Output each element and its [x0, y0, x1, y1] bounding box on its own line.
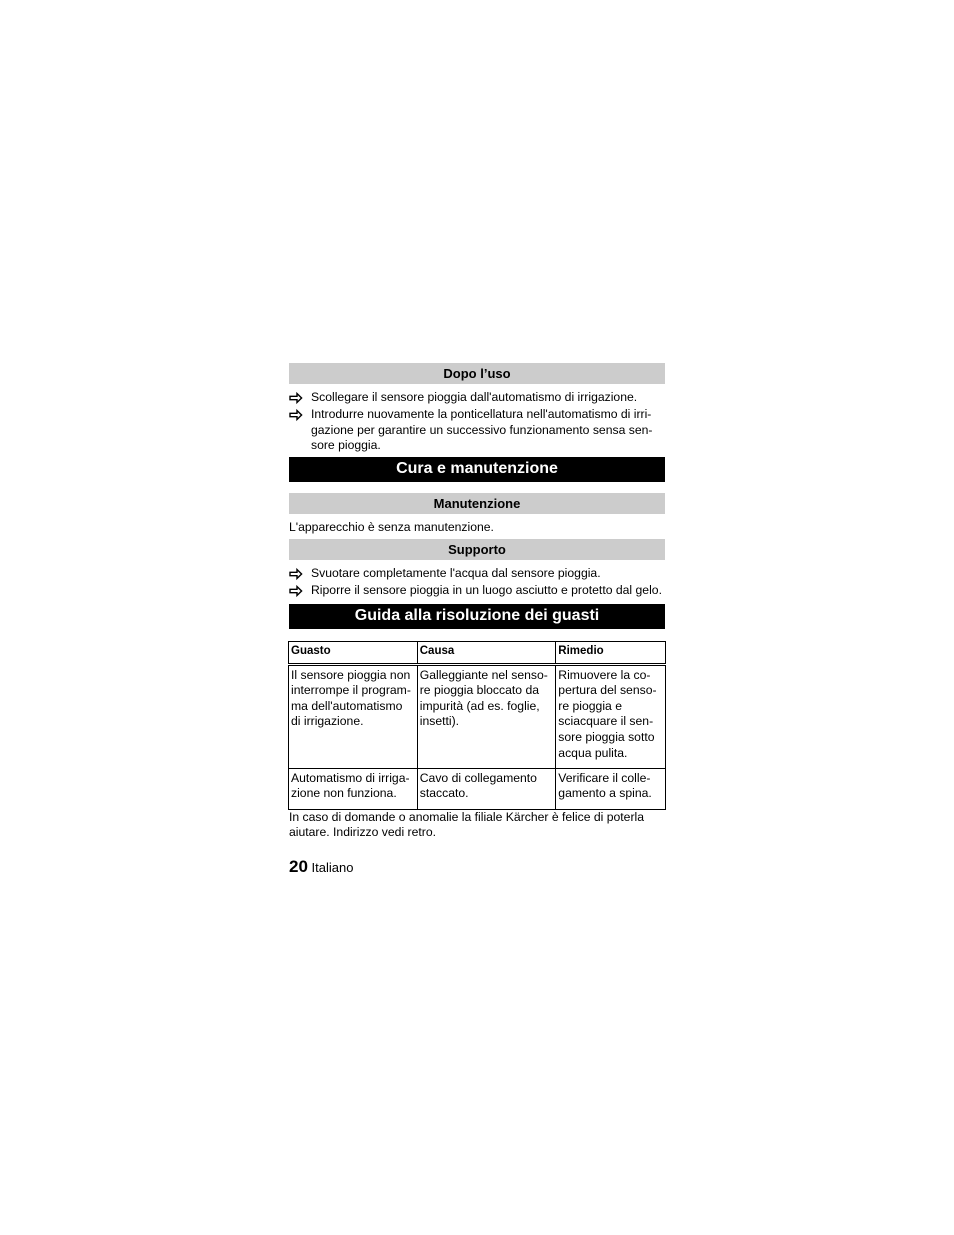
- column-header-causa: Causa: [417, 641, 556, 664]
- table-row: [289, 768, 666, 809]
- list-item-text: Svuotare completamente l'acqua dal sensore pioggia.: [311, 565, 601, 580]
- cell-rimedio: Verificare il colle- gamento a spina.: [556, 768, 666, 809]
- dopo-luso-list: [289, 390, 665, 454]
- arrow-right-icon: [289, 566, 303, 582]
- table-header-row: [289, 641, 666, 664]
- list-item: [289, 583, 665, 599]
- cell-rimedio: Rimuovere la co- pertura del senso- re pioggia e sciacquare il sen- sore pioggia sotto acqua pulita.: [556, 664, 666, 768]
- arrow-right-icon: [289, 390, 303, 406]
- footer-language: Italiano: [311, 860, 354, 875]
- list-item: [289, 407, 665, 454]
- manual-page-content: [289, 363, 665, 841]
- cell-guasto: Automatismo di irriga- zione non funziona.: [289, 768, 418, 809]
- support-note: In caso di domande o anomalie la filiale Kärcher è felice di poterla aiutare. Indirizzo vedi retro.: [289, 809, 644, 840]
- cell-guasto: Il sensore pioggia non interrompe il program- ma dell'automatismo di irrigazione.: [289, 664, 418, 768]
- column-header-rimedio: Rimedio: [556, 641, 666, 664]
- list-item-text: Riporre il sensore pioggia in un luogo asciutto e protetto dal gelo.: [311, 582, 662, 597]
- table-row: [289, 664, 666, 768]
- list-item-text: Scollegare il sensore pioggia dall'automatismo di irrigazione.: [311, 390, 638, 404]
- manutenzione-text: L'apparecchio è senza manutenzione.: [289, 520, 494, 535]
- list-item-text: Introdurre nuovamente la ponticellatura nell'automatismo di irri- gazione per garantire un successivo funzionamento sensa sen- sore pioggia.: [311, 406, 653, 453]
- list-item: [289, 566, 665, 582]
- cell-causa: Galleggiante nel senso- re pioggia bloccato da impurità (ad es. foglie, insetti).: [417, 664, 556, 768]
- section-heading-guida-risoluzione-guasti: Guida alla risoluzione dei guasti: [289, 604, 665, 629]
- section-heading-dopo-luso: Dopo l’uso: [289, 363, 665, 384]
- arrow-right-icon: [289, 407, 303, 423]
- supporto-list: [289, 566, 665, 599]
- section-heading-supporto: Supporto: [289, 539, 665, 560]
- column-header-guasto: Guasto: [289, 641, 418, 664]
- cell-causa: Cavo di collegamento staccato.: [417, 768, 556, 809]
- page-footer: [289, 857, 353, 877]
- section-heading-cura-e-manutenzione: Cura e manutenzione: [289, 457, 665, 482]
- section-heading-manutenzione: Manutenzione: [289, 493, 665, 514]
- arrow-right-icon: [289, 583, 303, 599]
- list-item: [289, 390, 665, 406]
- troubleshooting-table: [288, 641, 666, 810]
- page-number: 20: [289, 857, 308, 876]
